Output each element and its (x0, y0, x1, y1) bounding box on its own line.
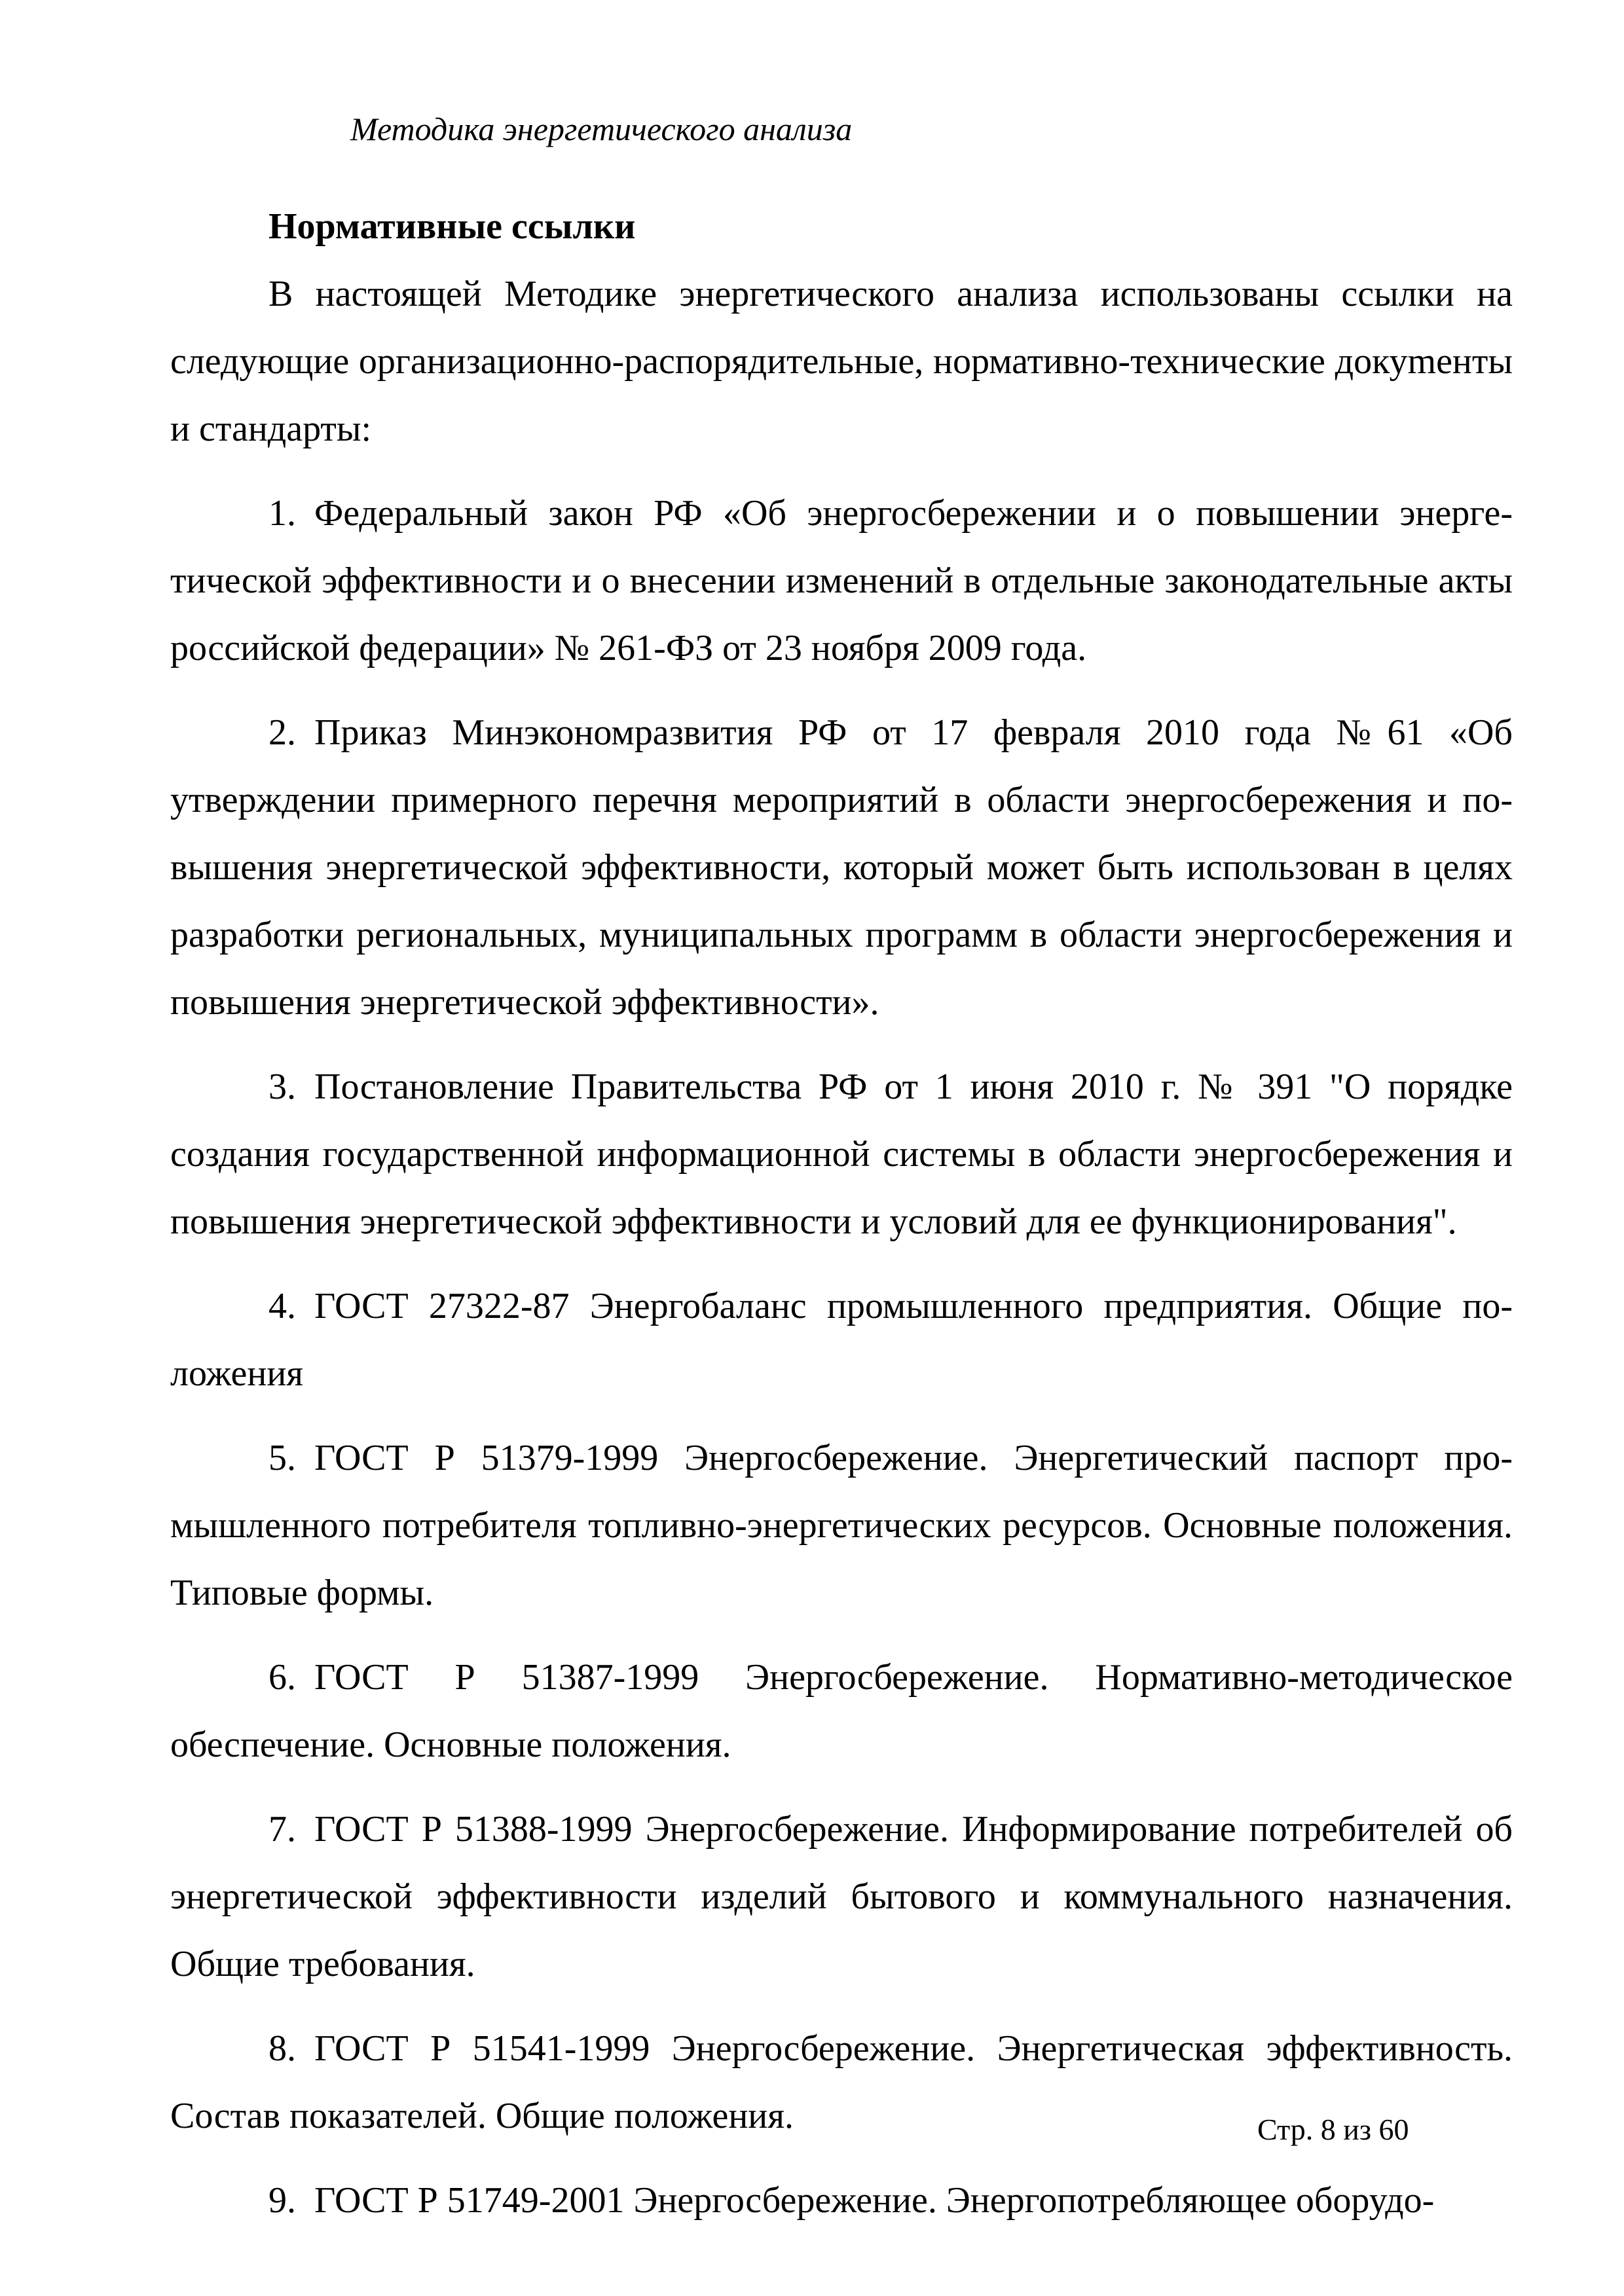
reference-item (170, 1644, 1513, 1779)
reference-text: Постановление Правительства РФ от 1 июня 2010 г. № 391 "О порядке создания государственной информационной системы в области энергосбережения и повышения энергетической эффективности и условий для ее функционирования". (170, 1066, 1513, 1242)
reference-text: ГОСТ Р 51379-1999 Энергосбережение. Энергетический паспорт промышленного потребителя топливно-энергетических ресурсов. Основные положения. Типовые формы. (170, 1438, 1513, 1613)
reference-item (170, 1053, 1513, 1256)
reference-number: 9. (268, 2180, 296, 2221)
reference-text: ГОСТ Р 51749-2001 Энергосбережение. Энергопотребляющее оборудо- (314, 2180, 1435, 2221)
intro-paragraph: В настоящей Методике энергетического анализа использованы ссылки на следующие организационно-распорядительные, нормативно-технические докуmенты и стандарты: (170, 274, 1513, 449)
reference-text: ГОСТ Р 51387-1999 Энергосбережение. Нормативно-методическое обеспечение. Основные положения. (170, 1657, 1513, 1765)
reference-number: 8. (268, 2028, 296, 2069)
reference-item (170, 1425, 1513, 1627)
section-title: Нормативные ссылки (268, 206, 636, 247)
reference-text: Приказ Минэкономразвития РФ от 17 февраля 2010 года №61 «Об утверждении примерного перечня мероприятий в области энергосбережения и повышения энергетической эффективности, который может быть использован в целях разработки региональных, муниципальных программ в области энергосбережения и повышения энергетической эффективности». (170, 712, 1513, 1023)
reference-item (170, 480, 1513, 682)
reference-text: Федеральный закон РФ «Об энергосбережении и о повышении энергетической эффективности и о внесении изменений в отдельные законодательные акты российской федерации» № 261-ФЗ от 23 ноября 2009 года. (170, 493, 1513, 668)
reference-number: 6. (268, 1657, 296, 1698)
reference-number: 7. (268, 1809, 296, 1850)
reference-text: ГОСТ Р 51541-1999 Энергосбережение. Энергетическая эффективность. Состав показателей. Общие положения. (170, 2028, 1513, 2136)
reference-item (170, 699, 1513, 1036)
reference-number: 2. (268, 712, 296, 753)
reference-text: ГОСТ Р 51388-1999 Энергосбережение. Информирование потребителей об энергетической эффективности изделий бытового и коммунального назначения. Общие требования. (170, 1809, 1513, 1984)
reference-number: 5. (268, 1438, 296, 1478)
references-list (170, 480, 1513, 2234)
running-header: Методика энергетического анализа (350, 111, 853, 147)
reference-number: 1. (268, 493, 296, 534)
reference-text: ГОСТ 27322-87 Энергобаланс промышленного предприятия. Общие положения (170, 1286, 1513, 1394)
page-number: Стр. 8 из 60 (1257, 2113, 1409, 2146)
reference-number: 4. (268, 1286, 296, 1326)
reference-number: 3. (268, 1066, 296, 1107)
reference-item (170, 2167, 1513, 2234)
page-content (170, 193, 1513, 2234)
reference-item (170, 1796, 1513, 1998)
reference-item (170, 1273, 1513, 1408)
